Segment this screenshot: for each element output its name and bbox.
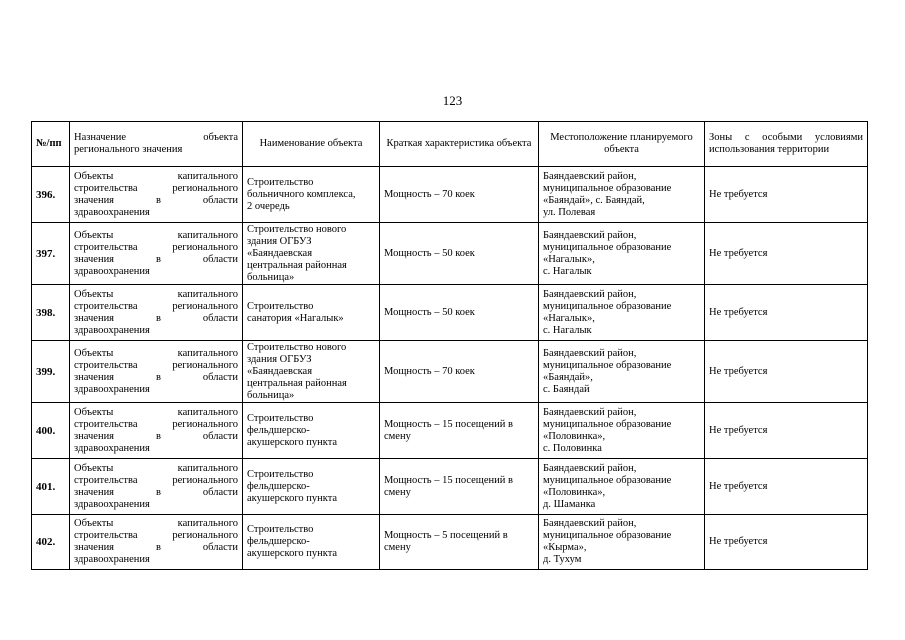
cell-name: [243, 459, 380, 515]
cell-zones: Не требуется: [705, 515, 868, 570]
cell-purpose-line: строительства регионального: [74, 241, 238, 253]
cell-zones: Не требуется: [705, 285, 868, 341]
cell-name-line: Строительство нового: [247, 341, 347, 353]
cell-purpose-line: строительства регионального: [74, 359, 238, 371]
cell-location: [539, 515, 705, 570]
cell-location-line: с. Нагалык: [543, 324, 592, 336]
cell-location-line: Баяндаевский район,: [543, 462, 637, 474]
header-characteristic: Краткая характеристика объекта: [380, 122, 539, 167]
header-zones-line: Зоны с особыми условиями: [709, 132, 863, 143]
cell-num: 402.: [32, 515, 70, 570]
cell-characteristic-line: Мощность – 15 посещений в: [384, 418, 513, 430]
cell-purpose-line: здравоохранения: [74, 442, 150, 454]
cell-characteristic-line: смену: [384, 486, 411, 498]
cell-purpose-line: значения в области: [74, 371, 238, 383]
cell-purpose-line: Объекты капитального: [74, 406, 238, 418]
cell-name-line: 2 очередь: [247, 200, 290, 212]
table-body: [32, 167, 868, 570]
cell-location-line: «Нагалык»,: [543, 253, 595, 265]
cell-characteristic: [380, 515, 539, 570]
cell-purpose-line: значения в области: [74, 253, 238, 265]
cell-name-line: здания ОГБУЗ: [247, 235, 312, 247]
cell-name-line: акушерского пункта: [247, 436, 338, 448]
cell-characteristic-line: Мощность – 70 коек: [384, 365, 475, 377]
cell-location-line: д. Тухум: [543, 554, 582, 565]
cell-purpose: [70, 167, 243, 223]
cell-location-line: муниципальное образование: [543, 182, 672, 194]
cell-purpose-line: строительства регионального: [74, 182, 238, 194]
cell-location-line: «Половинка»,: [543, 430, 606, 442]
cell-purpose-line: строительства регионального: [74, 530, 238, 541]
cell-location-line: с. Баяндай: [543, 383, 590, 395]
cell-purpose-line: строительства регионального: [74, 418, 238, 430]
cell-characteristic: [380, 403, 539, 459]
cell-name: [243, 403, 380, 459]
cell-purpose-line: здравоохранения: [74, 554, 150, 565]
cell-name-line: «Баяндаевская: [247, 247, 313, 259]
table-header-row: [32, 122, 868, 167]
cell-characteristic: [380, 285, 539, 341]
cell-name: [243, 285, 380, 341]
cell-characteristic: [380, 459, 539, 515]
cell-location-line: Баяндаевский район,: [543, 288, 637, 300]
cell-purpose-line: значения в области: [74, 430, 238, 442]
table-row: [32, 515, 868, 570]
cell-characteristic-line: смену: [384, 430, 411, 442]
cell-location: [539, 167, 705, 223]
cell-name-line: Строительство: [247, 300, 314, 312]
cell-purpose: [70, 223, 243, 285]
table-row: [32, 341, 868, 403]
cell-location-line: «Баяндай»,: [543, 371, 593, 383]
cell-purpose-line: здравоохранения: [74, 265, 150, 277]
cell-location: [539, 403, 705, 459]
cell-name: [243, 515, 380, 570]
header-zones: [705, 122, 868, 167]
cell-location: [539, 341, 705, 403]
cell-name-line: фельдшерско-: [247, 424, 310, 436]
cell-zones: Не требуется: [705, 459, 868, 515]
cell-location-line: «Кырма»,: [543, 542, 587, 553]
cell-name-line: «Баяндаевская: [247, 365, 313, 377]
cell-purpose-line: значения в области: [74, 194, 238, 206]
cell-location-line: ул. Полевая: [543, 206, 596, 218]
cell-location-line: муниципальное образование: [543, 530, 672, 541]
cell-location-line: «Половинка»,: [543, 486, 606, 498]
cell-location-line: Баяндаевский район,: [543, 347, 637, 359]
cell-name-line: фельдшерско-: [247, 536, 310, 547]
cell-num: 396.: [32, 167, 70, 223]
cell-name: [243, 223, 380, 285]
cell-name-line: Строительство: [247, 468, 314, 480]
table-row: [32, 223, 868, 285]
cell-location: [539, 223, 705, 285]
cell-location-line: с. Половинка: [543, 442, 602, 454]
cell-name-line: здания ОГБУЗ: [247, 353, 312, 365]
cell-purpose: [70, 341, 243, 403]
cell-num: 398.: [32, 285, 70, 341]
cell-location-line: муниципальное образование: [543, 241, 672, 253]
cell-purpose: [70, 459, 243, 515]
table-row: [32, 403, 868, 459]
cell-purpose-line: значения в области: [74, 312, 238, 324]
cell-purpose-line: здравоохранения: [74, 206, 150, 218]
table-row: [32, 285, 868, 341]
cell-zones: Не требуется: [705, 341, 868, 403]
cell-zones: Не требуется: [705, 223, 868, 285]
cell-characteristic-line: Мощность – 70 коек: [384, 188, 475, 200]
cell-characteristic-line: Мощность – 5 посещений в: [384, 530, 508, 541]
header-num: №/пп: [32, 122, 70, 167]
cell-purpose-line: значения в области: [74, 542, 238, 553]
cell-purpose: [70, 285, 243, 341]
cell-location-line: Баяндаевский район,: [543, 170, 637, 182]
cell-purpose-line: строительства регионального: [74, 474, 238, 486]
cell-name-line: Строительство нового: [247, 223, 347, 235]
cell-num: 399.: [32, 341, 70, 403]
cell-purpose-line: значения в области: [74, 486, 238, 498]
cell-name-line: акушерского пункта: [247, 548, 338, 559]
cell-purpose-line: Объекты капитального: [74, 462, 238, 474]
cell-location-line: Баяндаевский район,: [543, 406, 637, 418]
cell-characteristic-line: смену: [384, 542, 411, 553]
table-row: [32, 459, 868, 515]
table-row: [32, 167, 868, 223]
cell-name-line: больница»: [247, 389, 295, 401]
objects-table: [31, 121, 868, 570]
cell-characteristic: [380, 341, 539, 403]
cell-purpose-line: здравоохранения: [74, 324, 150, 336]
cell-location: [539, 459, 705, 515]
cell-location-line: муниципальное образование: [543, 474, 672, 486]
cell-name-line: центральная районная: [247, 377, 347, 389]
cell-num: 397.: [32, 223, 70, 285]
cell-name-line: Строительство: [247, 412, 314, 424]
cell-name-line: больница»: [247, 271, 295, 283]
cell-zones: Не требуется: [705, 167, 868, 223]
cell-purpose-line: здравоохранения: [74, 498, 150, 510]
cell-location-line: Баяндаевский район,: [543, 229, 637, 241]
cell-purpose-line: здравоохранения: [74, 383, 150, 395]
cell-name: [243, 167, 380, 223]
cell-location-line: с. Нагалык: [543, 265, 592, 277]
cell-name-line: Строительство: [247, 524, 314, 535]
cell-purpose: [70, 515, 243, 570]
cell-characteristic-line: Мощность – 50 коек: [384, 306, 475, 318]
header-purpose-line: регионального значения: [74, 144, 183, 155]
cell-location-line: «Баяндай», с. Баяндай,: [543, 194, 645, 206]
cell-purpose: [70, 403, 243, 459]
cell-name-line: акушерского пункта: [247, 492, 338, 504]
cell-zones: Не требуется: [705, 403, 868, 459]
cell-purpose-line: Объекты капитального: [74, 518, 238, 529]
cell-purpose-line: Объекты капитального: [74, 288, 238, 300]
cell-purpose-line: Объекты капитального: [74, 229, 238, 241]
cell-name: [243, 341, 380, 403]
cell-num: 401.: [32, 459, 70, 515]
cell-purpose-line: строительства регионального: [74, 300, 238, 312]
cell-characteristic: [380, 167, 539, 223]
cell-location-line: «Нагалык»,: [543, 312, 595, 324]
cell-characteristic-line: Мощность – 15 посещений в: [384, 474, 513, 486]
cell-location-line: д. Шаманка: [543, 498, 596, 510]
cell-location-line: Баяндаевский район,: [543, 518, 637, 529]
cell-name-line: больничного комплекса,: [247, 188, 356, 200]
cell-location-line: муниципальное образование: [543, 359, 672, 371]
cell-purpose-line: Объекты капитального: [74, 170, 238, 182]
header-zones-line: использования территории: [709, 144, 830, 155]
cell-num: 400.: [32, 403, 70, 459]
header-name: Наименование объекта: [243, 122, 380, 167]
header-purpose-line: Назначение объекта: [74, 132, 238, 143]
header-location: Местоположение планируемого объекта: [539, 122, 705, 167]
cell-purpose-line: Объекты капитального: [74, 347, 238, 359]
cell-location-line: муниципальное образование: [543, 300, 672, 312]
page-number: 123: [442, 93, 463, 108]
cell-name-line: центральная районная: [247, 259, 347, 271]
cell-name-line: Строительство: [247, 176, 314, 188]
cell-name-line: санатория «Нагалык»: [247, 312, 344, 324]
cell-characteristic-line: Мощность – 50 коек: [384, 247, 475, 259]
cell-name-line: фельдшерско-: [247, 480, 310, 492]
cell-location: [539, 285, 705, 341]
cell-characteristic: [380, 223, 539, 285]
header-purpose: [70, 122, 243, 167]
cell-location-line: муниципальное образование: [543, 418, 672, 430]
